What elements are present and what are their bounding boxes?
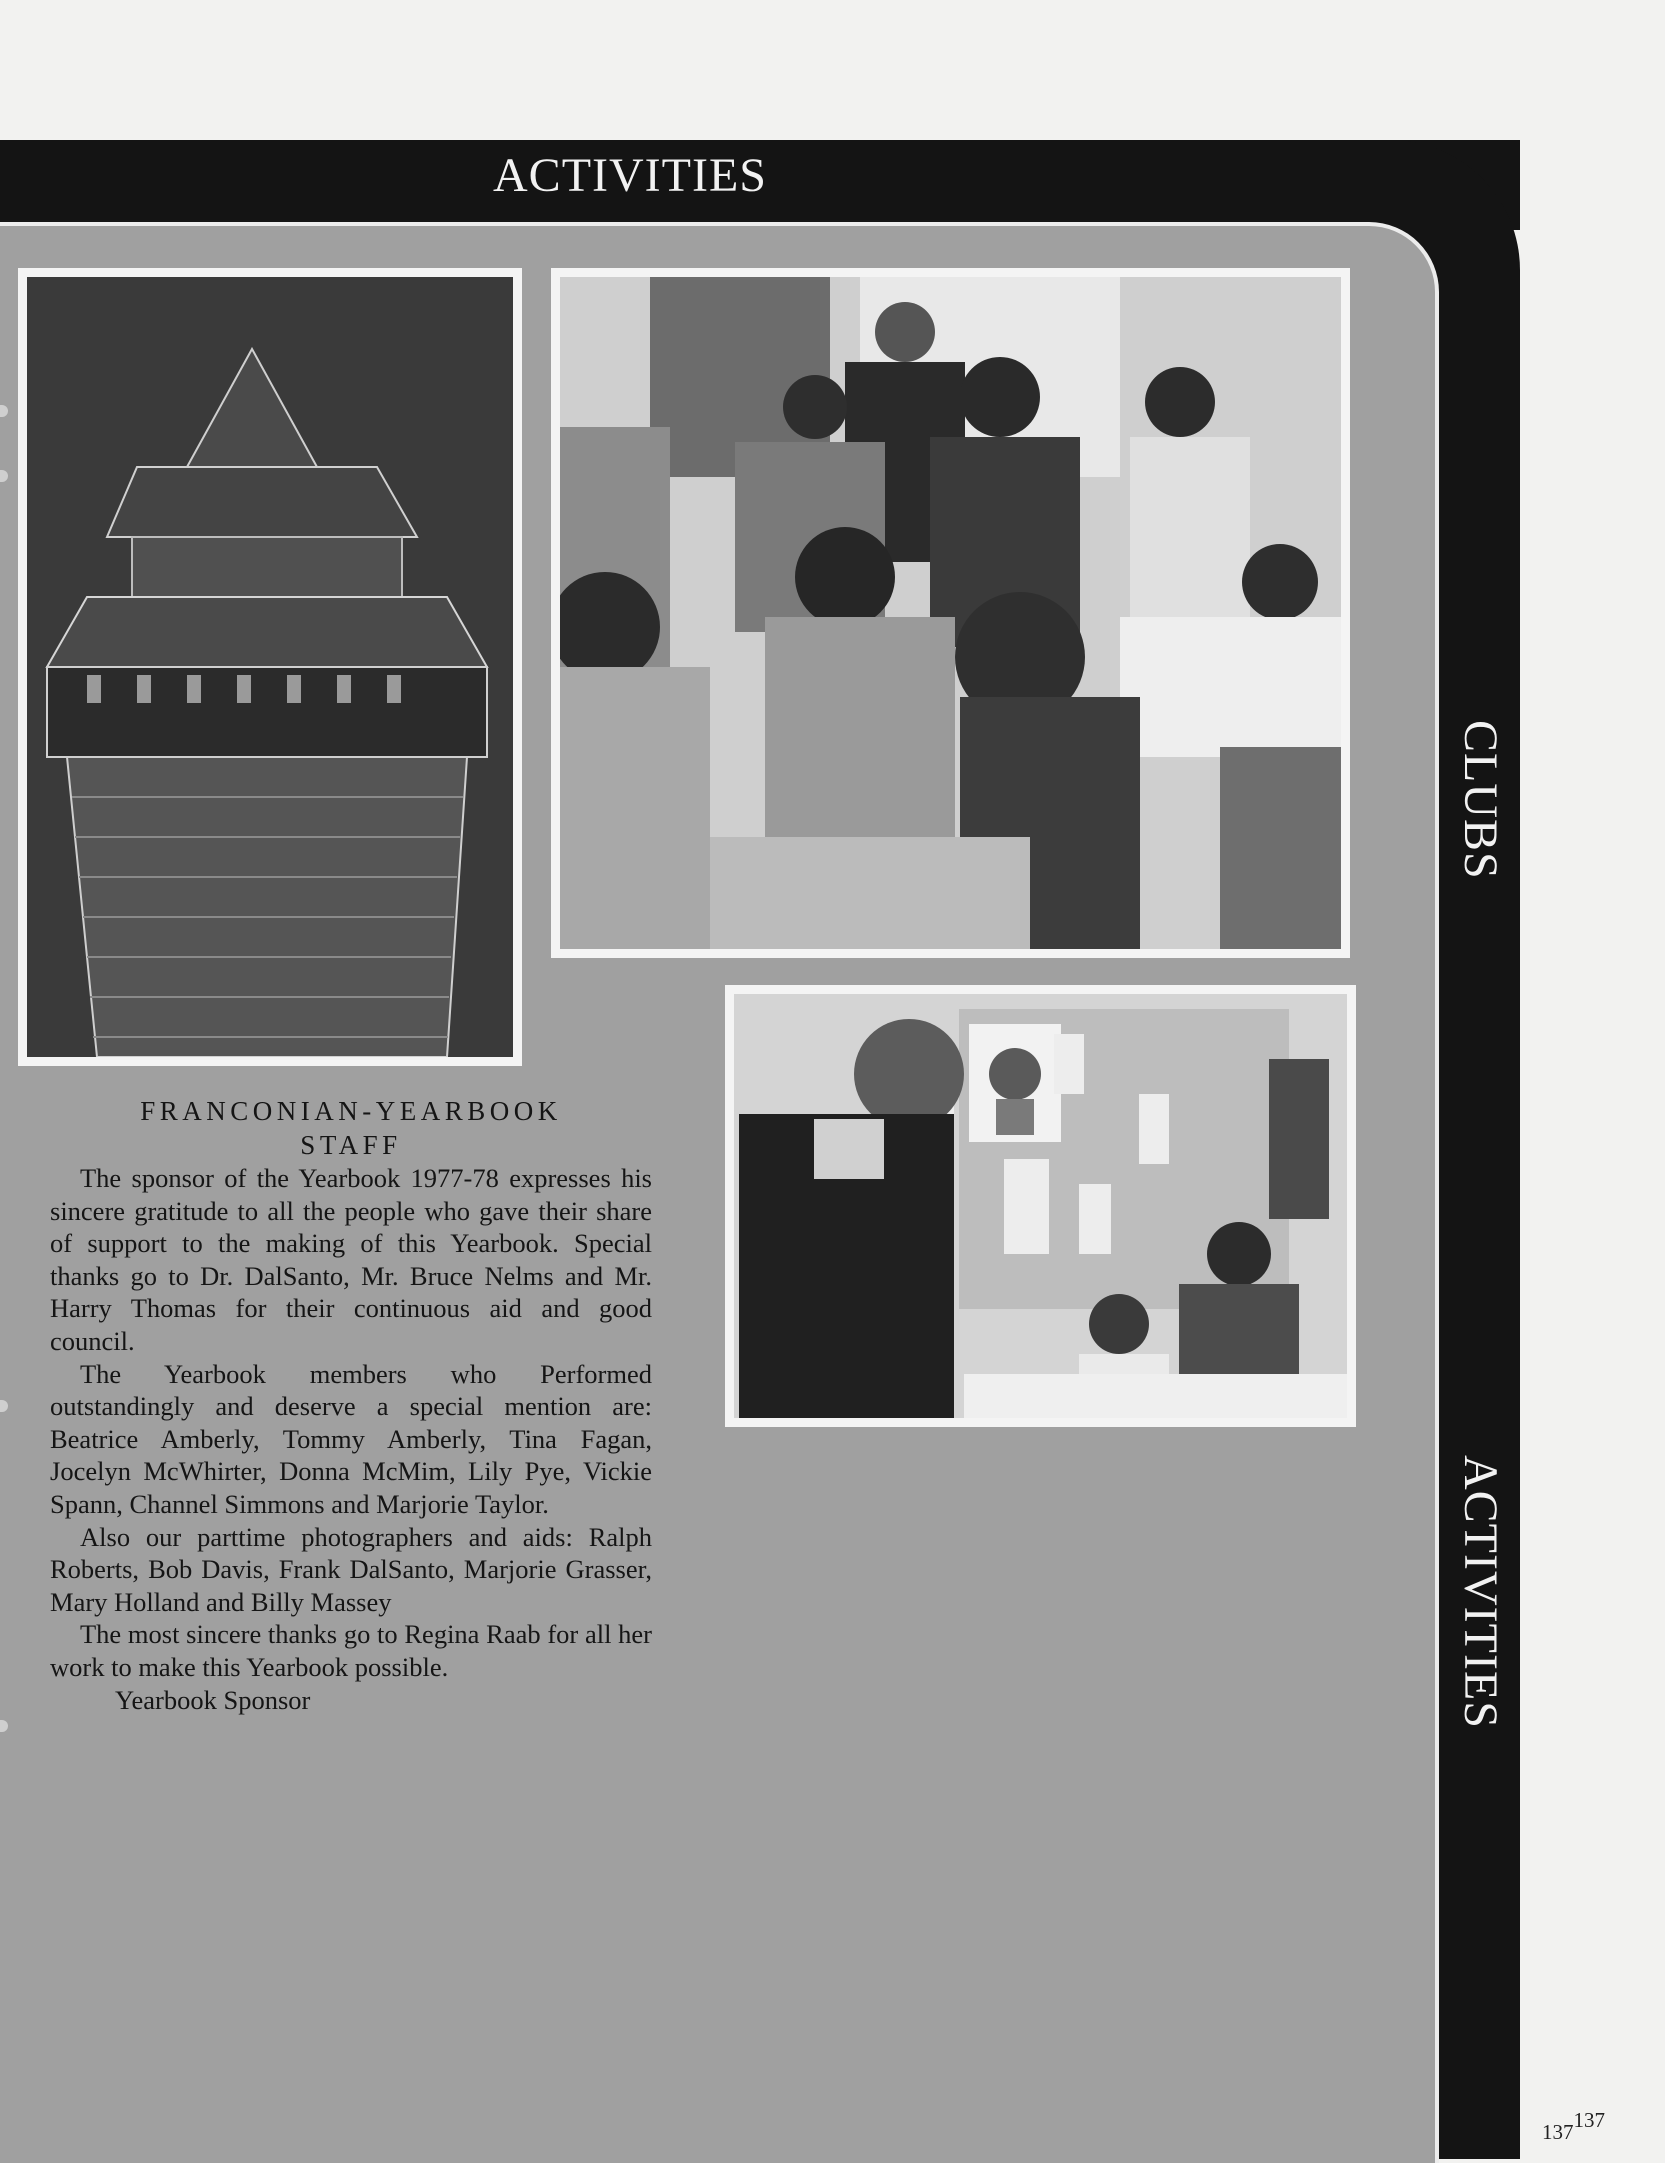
sponsor-photo [725, 985, 1356, 1427]
tower-photo [18, 268, 522, 1066]
side-tab-activities: ACTIVITIES [1454, 1455, 1507, 1729]
page-number [1542, 2108, 1605, 2145]
article-heading [50, 1094, 652, 1162]
heading-line-2: STAFF [300, 1130, 402, 1160]
staff-image [560, 277, 1341, 949]
sponsor-image [734, 994, 1347, 1418]
section-title: ACTIVITIES [493, 149, 767, 202]
side-tab-clubs: CLUBS [1454, 720, 1507, 880]
page-number-main: 137 [1542, 2120, 1574, 2144]
article-paragraph: Also our parttime photographers and aids: Ralph Roberts, Bob Davis, Frank DalSanto, Marjorie Grasser, Mary Holland and Billy Massey [50, 1521, 652, 1617]
staff-photo [551, 268, 1350, 958]
article-paragraph: The Yearbook members who Performed outstandingly and deserve a special mention are: Beatrice Amberly, Tommy Amberly, Tina Fagan, Jocelyn McWhirter, Donna McMim, Lily Pye, Vickie Spann, Channel Simmons and Marjorie Taylor. [50, 1358, 652, 1519]
tower-image [27, 277, 513, 1057]
signature: Yearbook Sponsor [115, 1684, 311, 1715]
side-band [1435, 300, 1520, 2159]
article-paragraph: The most sincere thanks go to Regina Raab for all her work to make this Yearbook possible. [50, 1619, 652, 1682]
page-number-superscript: 137 [1573, 2108, 1605, 2132]
article-paragraph: The sponsor of the Yearbook 1977-78 expresses his sincere gratitude to all the people who gave their share of support to the making of this Yearbook. Special thanks go to Dr. DalSanto, Mr. Bruce Nelms and Mr. Harry Thomas for their continuous aid and good council. [50, 1163, 652, 1356]
heading-line-1: FRANCONIAN-YEARBOOK [140, 1096, 562, 1126]
article [50, 1094, 652, 1716]
